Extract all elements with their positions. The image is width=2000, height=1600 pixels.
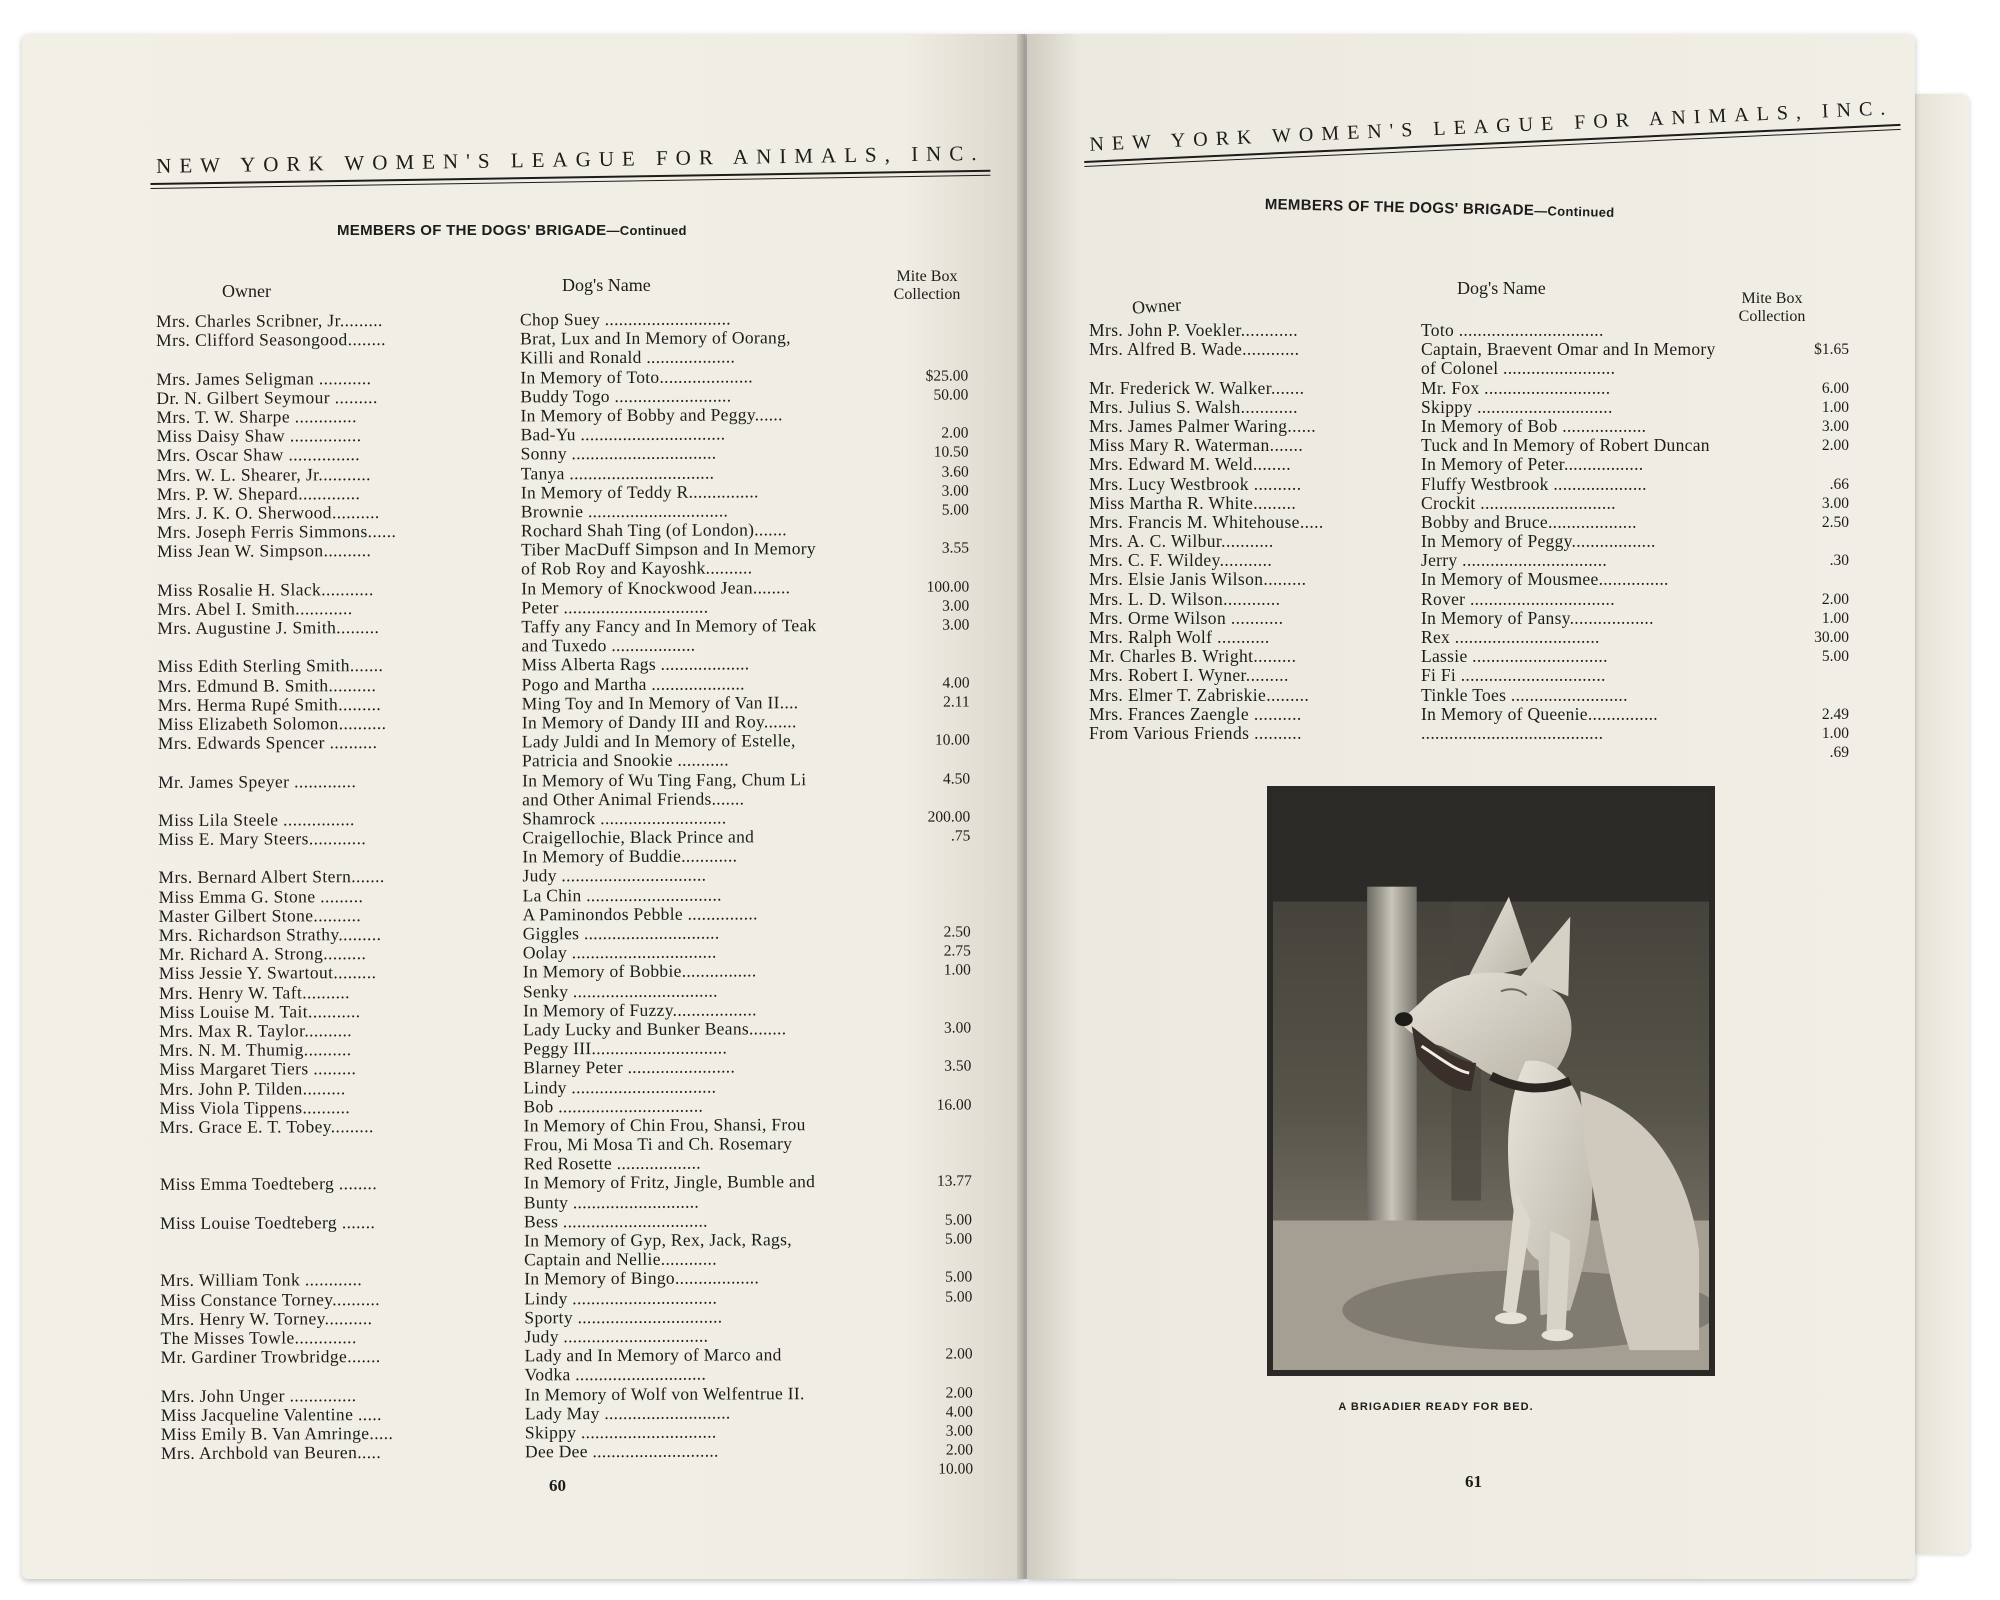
owner-name: Mrs. Robert I. Wyner......... <box>1089 665 1289 686</box>
owner-name: Mrs. P. W. Shepard............. <box>156 482 361 504</box>
column-header-owner: Owner <box>222 281 271 301</box>
dog-name: and Other Animal Friends....... <box>522 788 745 810</box>
mite-box-amount: .66 <box>1829 475 1849 493</box>
dog-name: Tiber MacDuff Simpson and In Memory <box>520 538 816 560</box>
mite-box-amount: 2.00 <box>1821 590 1849 608</box>
owner-name: Miss Emily B. Van Amringe..... <box>160 1422 394 1444</box>
mite-box-line-2: Collection <box>1738 308 1806 325</box>
dog-name: Rover ............................... <box>1421 588 1615 609</box>
mite-box-amount: 4.00 <box>942 674 970 692</box>
mite-box-amount: 16.00 <box>936 1096 972 1114</box>
dog-name: Sonny ............................... <box>520 442 717 464</box>
dog-name: Peggy III............................. <box>523 1037 728 1059</box>
dog-name: Oolay ............................... <box>522 941 717 963</box>
dog-name: Tuck and In Memory of Robert Duncan <box>1421 435 1710 456</box>
list-item <box>1089 628 1849 647</box>
owner-name: Mrs. W. L. Shearer, Jr........... <box>156 463 371 485</box>
owner-name: Mr. Frederick W. Walker....... <box>1089 377 1305 398</box>
dog-name: Judy ............................... <box>522 865 707 886</box>
owner-name: Mrs. Alfred B. Wade............ <box>1089 339 1300 360</box>
owner-name: Mrs. J. K. O. Sherwood.......... <box>156 501 380 523</box>
list-item <box>1089 475 1849 494</box>
owner-name: Miss Elizabeth Solomon.......... <box>157 712 387 734</box>
owner-name: Miss Martha R. White......... <box>1089 492 1297 513</box>
book-spread <box>22 34 1912 1594</box>
mite-box-amount: 3.60 <box>941 462 969 481</box>
dog-name: Mr. Fox ........................... <box>1421 377 1611 398</box>
owner-name: Miss Louise M. Tait........... <box>159 1000 361 1022</box>
dog-name: Lady Juldi and In Memory of Estelle, <box>521 730 796 752</box>
mite-box-amount: 5.00 <box>945 1268 973 1286</box>
column-header-dog-name: Dog's Name <box>562 275 651 295</box>
dog-name: ....................................... <box>1421 722 1604 743</box>
dog-name: In Memory of Knockwood Jean........ <box>521 576 791 599</box>
mite-box-amount: 1.00 <box>943 961 971 979</box>
mite-box-amount: 2.00 <box>1821 437 1849 455</box>
list-item <box>1089 494 1849 513</box>
mite-box-amount: 2.00 <box>945 1383 973 1402</box>
mite-box-amount: 2.50 <box>1821 513 1849 531</box>
list-item <box>1089 551 1849 570</box>
list-item <box>1089 379 1849 398</box>
owner-name: Mrs. Joseph Ferris Simmons...... <box>156 521 397 543</box>
dog-name: Peter ............................... <box>521 596 709 618</box>
dog-name: Buddy Togo ......................... <box>520 385 732 407</box>
dog-name: In Memory of Teddy R............... <box>520 481 759 503</box>
mite-box-amount: 10.50 <box>933 443 969 461</box>
mite-box-amount: 30.00 <box>1814 629 1849 646</box>
owner-name: Miss Constance Torney.......... <box>160 1288 381 1310</box>
list-item <box>1089 359 1849 378</box>
dog-name: Captain and Nellie............ <box>524 1248 717 1270</box>
owner-name: Miss Mary R. Waterman....... <box>1089 435 1304 456</box>
dog-name: Bunty ........................... <box>523 1191 700 1213</box>
owner-name: The Misses Towle............. <box>160 1327 357 1348</box>
mite-box-amount: 13.77 <box>936 1172 972 1191</box>
dog-name: Crockit ............................. <box>1421 492 1616 513</box>
mite-box-amount: 4.50 <box>942 769 971 788</box>
dog-name: Skippy ............................. <box>524 1421 717 1443</box>
owner-name: Miss E. Mary Steers............ <box>158 828 367 850</box>
owner-name: Mrs. Henry W. Torney.......... <box>160 1307 373 1329</box>
dog-name: Shamrock ........................... <box>522 807 727 829</box>
owner-name: Mrs. L. D. Wilson............ <box>1089 588 1281 609</box>
mite-box-amount: .75 <box>950 827 971 845</box>
dog-name: Taffy any Fancy and In Memory of Teak <box>521 615 817 637</box>
owner-name: Mrs. Augustine J. Smith......... <box>157 617 380 638</box>
dog-name: In Memory of Pansy.................. <box>1421 607 1654 628</box>
right-page <box>1027 34 1915 1579</box>
dog-name: Killi and Ronald ................... <box>520 346 736 368</box>
list-item <box>1089 398 1849 417</box>
dog-name: Sporty ............................... <box>524 1306 723 1328</box>
list-item <box>1089 532 1849 551</box>
list-item <box>1089 436 1849 455</box>
dog-name: Brat, Lux and In Memory of Oorang, <box>520 327 791 349</box>
dog-name: Bess ............................... <box>523 1210 708 1232</box>
owner-name: Mrs. Elmer T. Zabriskie......... <box>1089 684 1310 705</box>
mite-box-amount: 10.00 <box>938 1460 974 1478</box>
owner-name: Mr. Richard A. Strong......... <box>158 943 367 965</box>
dog-name: Red Rosette .................. <box>523 1152 701 1174</box>
owner-name: Miss Margaret Tiers ......... <box>159 1058 357 1080</box>
mite-box-amount: $1.65 <box>1814 341 1849 359</box>
mite-box-amount: 1.00 <box>1821 609 1849 627</box>
owner-name: Miss Jean W. Simpson.......... <box>157 540 372 562</box>
mite-box-amount: 2.49 <box>1821 705 1849 723</box>
page-number: 60 <box>549 1476 566 1495</box>
left-page <box>22 34 1025 1579</box>
mite-box-line-2: Collection <box>893 286 961 303</box>
dog-name: Pogo and Martha .................... <box>521 672 745 694</box>
dog-name: Skippy ............................. <box>1421 396 1613 417</box>
owner-name: Mrs. John Unger .............. <box>160 1384 357 1406</box>
owner-name: Mrs. N. M. Thumig.......... <box>159 1039 352 1061</box>
dog-name: Vodka ............................ <box>524 1363 707 1385</box>
list-item <box>1089 340 1849 359</box>
list-item <box>1089 513 1849 532</box>
owner-name: Mr. Charles B. Wright......... <box>1089 646 1297 667</box>
dog-name: Lindy ............................... <box>523 1076 717 1097</box>
mite-box-amount: 2.11 <box>943 693 970 711</box>
owner-name: Mrs. T. W. Sharpe ............. <box>156 406 357 427</box>
owner-name: Mrs. John P. Tilden......... <box>159 1077 346 1099</box>
dog-name: In Memory of Mousmee............... <box>1421 569 1669 590</box>
owner-name: Dr. N. Gilbert Seymour ......... <box>156 386 378 408</box>
dog-name: Rex ............................... <box>1421 627 1600 647</box>
dog-name: In Memory of Bob .................. <box>1421 415 1647 436</box>
mite-box-amount: .69 <box>1829 744 1849 762</box>
owner-name: Mrs. Herma Rupé Smith......... <box>157 693 382 715</box>
dog-name: In Memory of Buddie............ <box>522 845 738 867</box>
section-title-text: MEMBERS OF THE DOGS' BRIGADE <box>337 222 607 239</box>
dog-name: Tanya ............................... <box>520 462 715 483</box>
list-item <box>1089 743 1849 762</box>
mite-box-amount: 5.00 <box>944 1230 973 1248</box>
dog-name: Dee Dee ........................... <box>524 1440 719 1462</box>
mite-box-amount: 50.00 <box>933 386 969 404</box>
owner-name: Miss Viola Tippens.......... <box>159 1096 351 1118</box>
dog-name: and Tuxedo .................. <box>521 634 696 656</box>
list-item <box>1089 455 1849 474</box>
dog-name: Craigellochie, Black Prince and <box>522 826 755 848</box>
owner-name: Master Gilbert Stone.......... <box>158 904 362 926</box>
mite-box-amount: $25.00 <box>925 367 969 385</box>
owner-name: Mrs. John P. Voekler............ <box>1089 320 1299 340</box>
mite-box-amount: 2.00 <box>945 1345 973 1363</box>
section-continued: —Continued <box>606 223 687 238</box>
section-title <box>337 222 687 239</box>
dog-name: In Memory of Wolf von Welfentrue II. <box>524 1382 805 1404</box>
member-list <box>1089 321 1849 762</box>
section-continued: —Continued <box>1534 203 1615 220</box>
photo-caption: A BRIGADIER READY FOR BED. <box>1338 1401 1534 1413</box>
dog-photo <box>1267 786 1715 1376</box>
dog-name: Jerry ............................... <box>1421 550 1608 571</box>
dog-name: Senky ............................... <box>522 980 718 1001</box>
owner-name: Mrs. William Tonk ............ <box>160 1269 363 1291</box>
owner-name: Miss Edith Sterling Smith....... <box>157 655 384 677</box>
owner-name: Mrs. A. C. Wilbur........... <box>1089 531 1274 552</box>
owner-name: Miss Louise Toedteberg ....... <box>159 1211 376 1233</box>
owner-name: Mrs. Archbold van Beuren..... <box>160 1442 382 1464</box>
mite-box-amount: 10.00 <box>934 731 970 749</box>
owner-name: Mrs. Bernard Albert Stern....... <box>158 866 385 888</box>
dog-name: Judy ............................... <box>524 1325 709 1347</box>
mite-box-amount: 3.00 <box>941 482 969 500</box>
dog-name: Toto ............................... <box>1421 320 1604 340</box>
mite-box-line-1: Mite Box <box>896 268 958 285</box>
dog-name: In Memory of Toto.................... <box>520 365 754 387</box>
dog-name: Bob ............................... <box>523 1095 704 1117</box>
dog-name: Lassie ............................. <box>1421 646 1608 667</box>
dog-name: Blarney Peter ....................... <box>523 1056 736 1078</box>
list-item <box>1089 609 1849 628</box>
dog-name: Tinkle Toes ......................... <box>1421 684 1628 705</box>
list-item <box>1089 705 1849 724</box>
mite-box-amount: 2.00 <box>945 1441 974 1459</box>
owner-name: Mrs. Grace E. T. Tobey......... <box>159 1115 374 1137</box>
dog-name: Brownie .............................. <box>520 500 729 522</box>
mite-box-amount: 3.50 <box>944 1057 972 1075</box>
owner-name: Mrs. Richardson Strathy......... <box>158 924 382 945</box>
dog-name: of Rob Roy and Kayoshk.......... <box>521 557 753 579</box>
dog-name: Lady Lucky and Bunker Beans........ <box>523 1018 787 1040</box>
mite-box-amount: 6.00 <box>1821 379 1849 397</box>
owner-name: Miss Emma Toedteberg ........ <box>159 1173 378 1195</box>
owner-name: Mrs. James Palmer Waring...... <box>1089 415 1317 436</box>
dog-name: Lady May ........................... <box>524 1402 731 1424</box>
mite-box-amount: 5.00 <box>945 1288 973 1306</box>
dog-name: Rochard Shah Ting (of London)....... <box>520 519 788 541</box>
dog-name: Patricia and Snookie ........... <box>521 749 729 771</box>
owner-name: Miss Lila Steele ............... <box>158 809 355 830</box>
list-item <box>1089 590 1849 609</box>
dog-name: Captain, Braevent Omar and In Memory <box>1421 339 1716 360</box>
running-head: NEW YORK WOMEN'S LEAGUE FOR ANIMALS, INC. <box>1083 97 1900 167</box>
owner-name: Mr. Gardiner Trowbridge....... <box>160 1346 381 1368</box>
mite-box-amount: 1.00 <box>1821 724 1849 742</box>
dog-name: In Memory of Bingo.................. <box>524 1267 760 1289</box>
dog-name: Giggles ............................. <box>522 922 720 944</box>
list-item <box>1089 666 1849 685</box>
owner-name: From Various Friends .......... <box>1089 722 1302 743</box>
mite-box-amount: 5.00 <box>944 1211 973 1229</box>
dog-name: Lindy ............................... <box>524 1287 718 1308</box>
list-item <box>1089 321 1849 340</box>
dog-name: In Memory of Queenie............... <box>1421 703 1658 724</box>
owner-name: Mrs. Abel I. Smith............ <box>157 597 353 619</box>
mite-box-amount: 2.00 <box>941 424 969 442</box>
dog-name: Fi Fi ............................... <box>1421 665 1606 686</box>
list-item <box>161 1460 1001 1483</box>
mite-box-line-1: Mite Box <box>1741 290 1803 307</box>
dog-name: In Memory of Chin Frou, Shansi, Frou <box>523 1114 806 1136</box>
mite-box-amount: 3.00 <box>945 1422 973 1440</box>
page-number: 61 <box>1465 1472 1482 1491</box>
owner-name: Mrs. C. F. Wildey........... <box>1089 550 1273 571</box>
owner-name: Mrs. Elsie Janis Wilson......... <box>1089 569 1307 590</box>
dog-name: In Memory of Bobbie................ <box>522 960 757 982</box>
mite-box-amount: 5.00 <box>941 501 969 519</box>
mite-box-amount: 200.00 <box>927 808 971 826</box>
dog-name: In Memory of Peggy.................. <box>1421 531 1656 552</box>
mite-box-amount: 5.00 <box>1821 648 1849 666</box>
mite-box-amount: 3.55 <box>941 539 970 557</box>
owner-name: Mrs. Frances Zaengle .......... <box>1089 703 1302 724</box>
mite-box-amount: 3.00 <box>942 597 970 615</box>
mite-box-amount: 1.00 <box>1821 398 1849 416</box>
list-item <box>1089 686 1849 705</box>
owner-name: Mrs. Clifford Seasongood........ <box>156 329 386 351</box>
owner-name: Mrs. Edmund B. Smith.......... <box>157 674 377 696</box>
mite-box-amount: 2.75 <box>943 942 971 960</box>
dog-name: A Paminondos Pebble ............... <box>522 903 758 925</box>
owner-name: Mrs. Orme Wilson ........... <box>1089 607 1284 628</box>
owner-name: Mrs. Ralph Wolf ........... <box>1089 627 1270 647</box>
dog-name: Ming Toy and In Memory of Van II.... <box>521 691 799 714</box>
page-edge <box>1915 94 1969 1554</box>
owner-name: Mrs. Julius S. Walsh............ <box>1089 396 1298 417</box>
owner-name: Miss Jessie Y. Swartout......... <box>158 962 377 984</box>
dog-name: In Memory of Peter................. <box>1421 454 1644 475</box>
owner-name: Mrs. Henry W. Taft.......... <box>158 981 350 1003</box>
list-item <box>1089 570 1849 589</box>
owner-name: Mrs. Edward M. Weld........ <box>1089 454 1292 475</box>
owner-name: Mrs. James Seligman ........... <box>156 367 372 389</box>
dog-name: In Memory of Dandy III and Roy....... <box>521 711 797 733</box>
dog-name: of Colonel ........................ <box>1421 358 1616 379</box>
column-header-mite-box <box>872 268 982 304</box>
dog-name: In Memory of Gyp, Rex, Jack, Rags, <box>524 1229 792 1251</box>
column-header-dog-name: Dog's Name <box>1457 278 1546 298</box>
owner-name: Miss Emma G. Stone ......... <box>158 885 364 907</box>
mite-box-amount: 2.50 <box>943 923 971 941</box>
member-list <box>156 308 1001 1482</box>
list-item <box>1089 417 1849 436</box>
dog-name: Bad-Yu ............................... <box>520 423 726 445</box>
owner-name: Miss Daisy Shaw ............... <box>156 425 362 447</box>
list-item <box>1089 647 1849 666</box>
mite-box-amount: 3.00 <box>943 1019 972 1037</box>
owner-name: Mrs. Max R. Taylor.......... <box>159 1020 353 1041</box>
mite-box-amount: 4.00 <box>945 1403 973 1421</box>
owner-name: Mr. James Speyer ............. <box>158 770 357 792</box>
dog-name: In Memory of Fritz, Jingle, Bumble and <box>523 1171 816 1193</box>
dog-name: Fluffy Westbrook .................... <box>1421 473 1647 494</box>
dog-name: In Memory of Fuzzy.................. <box>523 999 757 1021</box>
dog-name: Bobby and Bruce................... <box>1421 511 1637 532</box>
column-header-owner: Owner <box>1131 294 1182 318</box>
mite-box-amount: 100.00 <box>926 578 970 596</box>
running-head: NEW YORK WOMEN'S LEAGUE FOR ANIMALS, INC. <box>150 141 991 189</box>
owner-name: Miss Rosalie H. Slack........... <box>157 578 374 600</box>
owner-name: Mrs. Oscar Shaw ............... <box>156 444 361 466</box>
mite-box-amount: 3.00 <box>1821 417 1849 435</box>
dog-name: Lady and In Memory of Marco and <box>524 1344 782 1366</box>
owner-name: Mrs. Lucy Westbrook .......... <box>1089 473 1302 494</box>
dog-name: Chop Suey ........................... <box>519 308 731 330</box>
mite-box-amount: 3.00 <box>1821 494 1849 512</box>
dog-name: Miss Alberta Rags ................... <box>521 653 750 675</box>
mite-box-amount: .30 <box>1829 552 1849 570</box>
owner-name: Miss Jacqueline Valentine ..... <box>160 1403 382 1425</box>
section-title-text: MEMBERS OF THE DOGS' BRIGADE <box>1264 196 1535 220</box>
dog-name: In Memory of Bobby and Peggy...... <box>520 404 783 426</box>
owner-name: Mrs. Francis M. Whitehouse..... <box>1089 511 1324 532</box>
section-title <box>1265 196 1615 221</box>
owner-name: Mrs. Charles Scribner, Jr......... <box>155 310 383 331</box>
list-item <box>1089 724 1849 743</box>
dog-name: Frou, Mi Mosa Ti and Ch. Rosemary <box>523 1133 793 1155</box>
dog-name: La Chin ............................. <box>522 884 722 906</box>
mite-box-amount: 3.00 <box>942 616 970 634</box>
dog-name: In Memory of Wu Ting Fang, Chum Li <box>522 768 807 790</box>
yawning-dog-image <box>1273 792 1709 1370</box>
owner-name: Mrs. Edwards Spencer .......... <box>157 732 378 754</box>
